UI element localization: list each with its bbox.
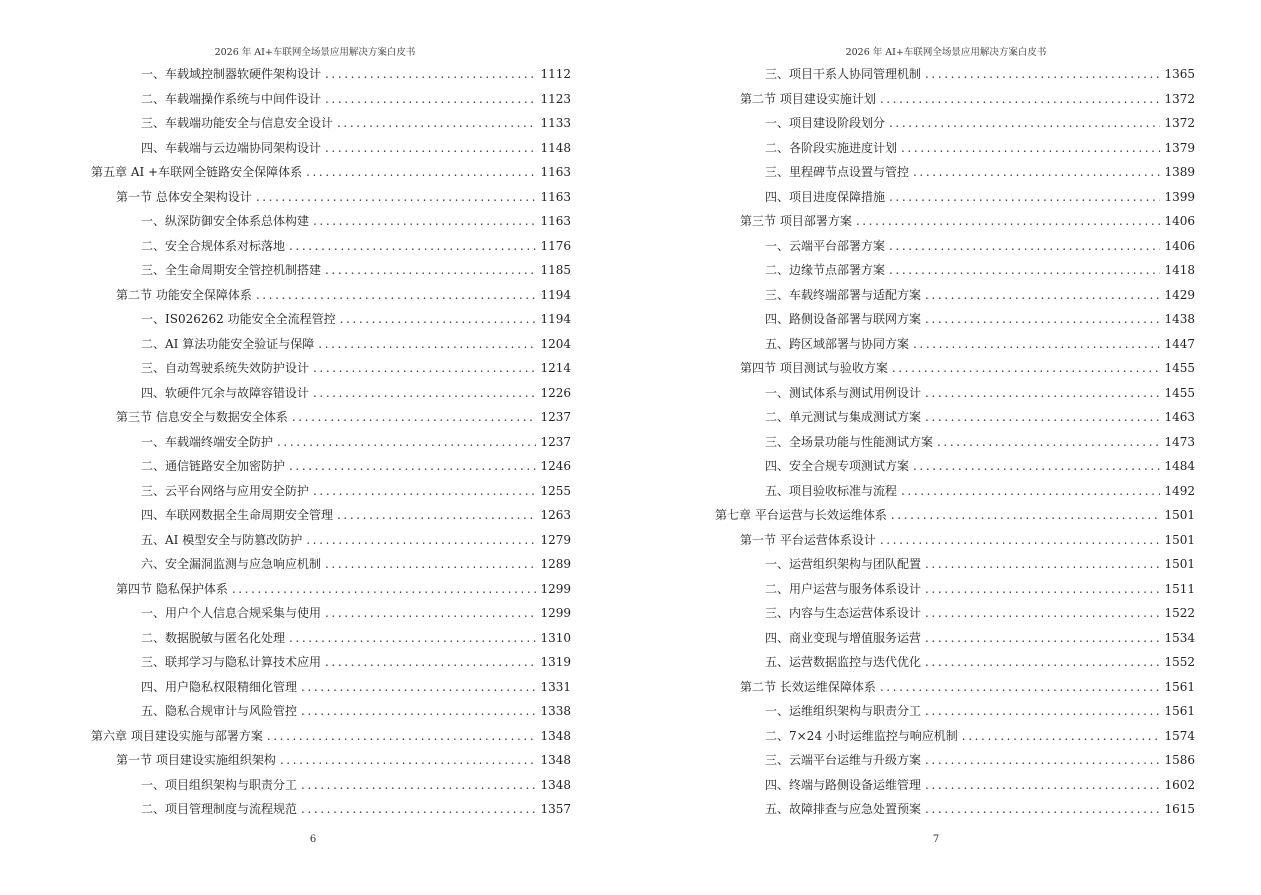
toc-entry-title: 一、云端平台部署方案 xyxy=(765,238,886,253)
toc-entry-title: 四、用户隐私权限精细化管理 xyxy=(141,679,298,694)
toc-entry-title: 第一节 总体安全架构设计 xyxy=(116,189,252,204)
toc-entry-page: 1561 xyxy=(1164,704,1195,718)
toc-entry-title: 第四节 项目测试与验收方案 xyxy=(740,361,888,375)
dot-leader xyxy=(337,111,536,136)
toc-entry[interactable] xyxy=(91,160,571,185)
toc-entry-page: 1586 xyxy=(1164,753,1195,767)
toc-entry-title: 三、云平台网络与应用安全防护 xyxy=(141,483,310,498)
dot-leader xyxy=(925,307,1160,332)
dot-leader xyxy=(325,62,536,87)
toc-entry-page: 1263 xyxy=(540,508,571,522)
toc-entry-page: 1365 xyxy=(1164,67,1195,81)
toc-entry[interactable] xyxy=(91,626,571,651)
toc-entry-page: 1561 xyxy=(1164,679,1195,694)
toc-entry[interactable] xyxy=(91,675,571,700)
dot-leader xyxy=(289,234,536,259)
toc-entry-title: 三、自动驾驶系统失效防护设计 xyxy=(141,361,310,375)
toc-entry[interactable] xyxy=(91,185,571,210)
toc-entry[interactable] xyxy=(91,234,571,259)
dot-leader xyxy=(313,479,536,504)
toc-entry[interactable] xyxy=(91,454,571,479)
toc-entry-page: 1357 xyxy=(540,802,571,816)
toc-entry-title: 二、项目管理制度与流程规范 xyxy=(141,802,298,816)
toc-entry[interactable] xyxy=(91,405,571,430)
toc-entry-page: 1501 xyxy=(1164,557,1195,571)
dot-leader xyxy=(325,258,536,283)
toc-entry-page: 1237 xyxy=(540,410,571,424)
dot-leader xyxy=(232,577,537,602)
page-number: 7 xyxy=(932,834,940,845)
toc-entry-title: 第三节 项目部署方案 xyxy=(740,214,852,228)
toc-entry-page: 1473 xyxy=(1164,434,1195,449)
toc-entry-page: 1194 xyxy=(540,312,571,326)
dot-leader xyxy=(325,87,536,112)
dot-leader xyxy=(913,332,1160,357)
toc-entry[interactable] xyxy=(91,307,571,332)
dot-leader xyxy=(337,503,536,528)
toc-entry-page: 1289 xyxy=(540,557,571,571)
toc-entry-page: 1176 xyxy=(540,238,571,253)
toc-entry[interactable] xyxy=(715,381,1195,406)
dot-leader xyxy=(925,381,1160,406)
toc-entry-title: 一、运维组织架构与职责分工 xyxy=(765,704,922,718)
dot-leader xyxy=(301,773,536,798)
toc-entry-page: 1185 xyxy=(540,263,571,277)
toc-entry[interactable] xyxy=(715,234,1195,259)
toc-entry-title: 四、项目进度保障措施 xyxy=(765,189,886,204)
toc-entry-title: 三、项目干系人协同管理机制 xyxy=(765,67,922,81)
toc-entry-title: 第七章 平台运营与长效运维体系 xyxy=(715,508,887,522)
dot-leader xyxy=(962,724,1161,749)
toc-entry-page: 1389 xyxy=(1164,165,1195,179)
toc-entry-title: 二、单元测试与集成测试方案 xyxy=(765,410,922,424)
toc-entry-title: 二、各阶段实施进度计划 xyxy=(765,140,898,155)
toc-entry-page: 1299 xyxy=(540,606,571,620)
toc-entry-page: 1237 xyxy=(540,434,571,449)
toc-entry[interactable] xyxy=(91,503,571,528)
toc-entry[interactable] xyxy=(715,307,1195,332)
toc-entry-title: 四、软硬件冗余与故障容错设计 xyxy=(141,385,310,400)
toc-entry[interactable] xyxy=(715,773,1195,798)
dot-leader xyxy=(925,626,1160,651)
toc-entry-page: 1552 xyxy=(1164,655,1195,669)
toc-entry[interactable] xyxy=(715,283,1195,308)
toc-entry-title: 三、云端平台运维与升级方案 xyxy=(765,753,922,767)
toc-entry-page: 1279 xyxy=(540,532,571,547)
toc-entry-title: 三、联邦学习与隐私计算技术应用 xyxy=(141,655,322,669)
toc-entry[interactable] xyxy=(715,136,1195,161)
toc-entry[interactable] xyxy=(715,503,1195,528)
dot-leader xyxy=(289,626,536,651)
toc-entry[interactable] xyxy=(91,699,571,724)
toc-entry[interactable] xyxy=(91,87,571,112)
toc-entry-title: 二、7×24 小时运维监控与响应机制 xyxy=(765,728,958,743)
dot-leader xyxy=(901,479,1160,504)
toc-entry[interactable] xyxy=(91,748,571,773)
dot-leader xyxy=(889,234,1160,259)
toc-entry[interactable] xyxy=(715,479,1195,504)
dot-leader xyxy=(340,307,537,332)
toc-entry-title: 四、安全合规专项测试方案 xyxy=(765,459,910,473)
toc-entry-page: 1418 xyxy=(1164,263,1195,277)
toc-entry[interactable] xyxy=(91,62,571,87)
dot-leader xyxy=(937,430,1160,455)
dot-leader xyxy=(925,699,1160,724)
toc-entry-page: 1447 xyxy=(1164,336,1195,351)
toc-entry-page: 1602 xyxy=(1164,777,1195,792)
toc-entry-page: 1463 xyxy=(1164,410,1195,424)
toc-entry-title: 第二节 功能安全保障体系 xyxy=(116,287,252,302)
toc-entry-title: 第六章 项目建设实施与部署方案 xyxy=(91,728,263,743)
toc-entry-title: 第二节 长效运维保障体系 xyxy=(740,679,876,694)
toc-entry[interactable] xyxy=(715,601,1195,626)
toc-entry-page: 1484 xyxy=(1164,459,1195,473)
toc-entry-page: 1501 xyxy=(1164,532,1195,547)
toc-entry-title: 二、数据脱敏与匿名化处理 xyxy=(141,630,286,645)
dot-leader xyxy=(889,185,1160,210)
toc-entry[interactable] xyxy=(715,748,1195,773)
dot-leader xyxy=(925,748,1160,773)
dot-leader xyxy=(925,577,1160,602)
dot-leader xyxy=(318,332,536,357)
dot-leader xyxy=(925,552,1160,577)
toc-entry-title: 四、商业变现与增值服务运营 xyxy=(765,630,922,645)
dot-leader xyxy=(925,62,1160,87)
toc-entry-title: 五、跨区域部署与协同方案 xyxy=(765,336,910,351)
right-page xyxy=(631,0,1261,895)
toc-entry-page: 1379 xyxy=(1164,140,1195,155)
toc-entry-title: 五、运营数据监控与迭代优化 xyxy=(765,655,922,669)
toc-entry-page: 1310 xyxy=(540,630,571,645)
left-page xyxy=(0,0,630,895)
toc-entry-title: 五、故障排查与应急处置预案 xyxy=(765,802,922,816)
toc-entry[interactable] xyxy=(91,552,571,577)
dot-leader xyxy=(925,601,1160,626)
toc-entry-page: 1163 xyxy=(540,214,571,228)
toc-entry-page: 1204 xyxy=(540,336,571,351)
toc-entry-page: 1501 xyxy=(1164,508,1195,522)
dot-leader xyxy=(313,209,536,234)
toc-entry[interactable] xyxy=(91,209,571,234)
toc-entry[interactable] xyxy=(715,650,1195,675)
toc-entry[interactable] xyxy=(91,381,571,406)
dot-leader xyxy=(301,797,536,822)
toc-entry-page: 1226 xyxy=(540,385,571,400)
toc-entry-page: 1112 xyxy=(540,67,571,81)
toc-entry[interactable] xyxy=(91,356,571,381)
toc-entry-page: 1194 xyxy=(540,287,571,302)
toc-entry[interactable] xyxy=(91,528,571,553)
toc-entry[interactable] xyxy=(715,111,1195,136)
toc-entry-page: 1492 xyxy=(1164,483,1195,498)
toc-entry[interactable] xyxy=(91,258,571,283)
toc-entry-page: 1455 xyxy=(1164,361,1195,375)
dot-leader xyxy=(325,136,536,161)
toc-entry[interactable] xyxy=(91,724,571,749)
toc-entry-page: 1246 xyxy=(540,459,571,473)
toc-entry-title: 第四节 隐私保护体系 xyxy=(116,581,228,596)
dot-leader xyxy=(889,258,1160,283)
dot-leader xyxy=(313,356,536,381)
dot-leader xyxy=(306,528,536,553)
dot-leader xyxy=(880,675,1161,700)
dot-leader xyxy=(925,797,1160,822)
toc-entry-page: 1348 xyxy=(540,728,571,743)
toc-entry[interactable] xyxy=(715,160,1195,185)
dot-leader xyxy=(325,601,536,626)
toc-entry-title: 二、边缘节点部署方案 xyxy=(765,263,886,277)
dot-leader xyxy=(256,283,537,308)
dot-leader xyxy=(313,381,536,406)
toc-entry-page: 1148 xyxy=(540,140,571,155)
toc-entry[interactable] xyxy=(715,724,1195,749)
dot-leader xyxy=(925,405,1160,430)
toc-entry-title: 三、里程碑节点设置与管控 xyxy=(765,165,910,179)
toc-entry-page: 1338 xyxy=(540,704,571,718)
toc-entry[interactable] xyxy=(715,528,1195,553)
dot-leader xyxy=(889,111,1160,136)
dot-leader xyxy=(301,699,536,724)
toc-entry-title: 三、内容与生态运营体系设计 xyxy=(765,606,922,620)
toc-entry-page: 1406 xyxy=(1164,238,1195,253)
table-of-contents xyxy=(715,62,1195,822)
toc-entry-title: 四、车联网数据全生命周期安全管理 xyxy=(141,508,334,522)
toc-entry-page: 1574 xyxy=(1164,728,1195,743)
dot-leader xyxy=(856,209,1161,234)
page-header: 2026 年 AI+车联网全场景应用解决方案白皮书 xyxy=(845,47,1047,58)
dot-leader xyxy=(267,724,537,749)
toc-entry[interactable] xyxy=(715,62,1195,87)
dot-leader xyxy=(913,160,1160,185)
toc-entry[interactable] xyxy=(91,577,571,602)
toc-entry-page: 1511 xyxy=(1164,581,1195,596)
toc-entry-title: 第五章 AI +车联网全链路安全保障体系 xyxy=(91,165,303,179)
toc-entry[interactable] xyxy=(91,650,571,675)
toc-entry-title: 二、AI 算法功能安全验证与保障 xyxy=(141,336,315,351)
toc-entry-title: 一、运营组织架构与团队配置 xyxy=(765,557,922,571)
toc-entry[interactable] xyxy=(91,283,571,308)
dot-leader xyxy=(301,675,536,700)
dot-leader xyxy=(277,430,536,455)
toc-entry-title: 五、AI 模型安全与防篡改防护 xyxy=(141,532,303,547)
toc-entry[interactable] xyxy=(715,185,1195,210)
toc-entry-title: 第一节 项目建设实施组织架构 xyxy=(116,753,276,767)
toc-entry-page: 1615 xyxy=(1164,802,1195,816)
toc-entry[interactable] xyxy=(715,552,1195,577)
toc-entry-title: 一、用户个人信息合规采集与使用 xyxy=(141,606,322,620)
toc-entry-title: 一、项目建设阶段划分 xyxy=(765,116,886,130)
toc-entry[interactable] xyxy=(715,87,1195,112)
toc-entry-title: 二、通信链路安全加密防护 xyxy=(141,459,286,473)
toc-entry[interactable] xyxy=(91,332,571,357)
dot-leader xyxy=(280,748,537,773)
toc-entry-title: 六、安全漏洞监测与应急响应机制 xyxy=(141,557,322,571)
toc-entry-title: 二、用户运营与服务体系设计 xyxy=(765,581,922,596)
toc-entry-page: 1331 xyxy=(540,679,571,694)
toc-entry-page: 1348 xyxy=(540,753,571,767)
toc-entry[interactable] xyxy=(91,430,571,455)
dot-leader xyxy=(880,87,1161,112)
toc-entry-page: 1299 xyxy=(540,581,571,596)
toc-entry[interactable] xyxy=(715,675,1195,700)
toc-entry[interactable] xyxy=(715,430,1195,455)
dot-leader xyxy=(880,528,1161,553)
dot-leader xyxy=(892,356,1161,381)
toc-entry[interactable] xyxy=(715,797,1195,822)
toc-entry-title: 一、纵深防御安全体系总体构建 xyxy=(141,214,310,228)
toc-entry-page: 1163 xyxy=(540,189,571,204)
toc-entry-title: 一、测试体系与测试用例设计 xyxy=(765,385,922,400)
toc-entry-title: 一、项目组织架构与职责分工 xyxy=(141,777,298,792)
page-number: 6 xyxy=(309,834,317,845)
toc-entry-page: 1522 xyxy=(1164,606,1195,620)
toc-entry-page: 1372 xyxy=(1164,116,1195,130)
dot-leader xyxy=(289,454,536,479)
toc-entry-title: 五、项目验收标准与流程 xyxy=(765,483,898,498)
toc-entry-page: 1214 xyxy=(540,361,571,375)
toc-entry-title: 四、车载端与云边端协同架构设计 xyxy=(141,140,322,155)
toc-entry[interactable] xyxy=(715,332,1195,357)
toc-entry-page: 1163 xyxy=(540,165,571,179)
toc-entry-title: 三、车载终端部署与适配方案 xyxy=(765,287,922,302)
toc-entry[interactable] xyxy=(715,577,1195,602)
toc-entry-page: 1406 xyxy=(1164,214,1195,228)
toc-entry-title: 一、IS026262 功能安全全流程管控 xyxy=(141,312,336,326)
toc-entry-title: 三、全场景功能与性能测试方案 xyxy=(765,434,934,449)
toc-entry[interactable] xyxy=(715,699,1195,724)
toc-entry-title: 第一节 平台运营体系设计 xyxy=(740,532,876,547)
toc-entry-page: 1255 xyxy=(540,483,571,498)
dot-leader xyxy=(891,503,1161,528)
dot-leader xyxy=(325,552,536,577)
toc-entry-title: 五、隐私合规审计与风险管控 xyxy=(141,704,298,718)
dot-leader xyxy=(901,136,1160,161)
toc-entry[interactable] xyxy=(715,405,1195,430)
dot-leader xyxy=(256,185,537,210)
toc-entry-page: 1123 xyxy=(540,91,571,106)
toc-entry[interactable] xyxy=(91,111,571,136)
toc-entry[interactable] xyxy=(715,356,1195,381)
toc-entry-title: 三、全生命周期安全管控机制搭建 xyxy=(141,263,322,277)
toc-entry[interactable] xyxy=(715,209,1195,234)
toc-entry[interactable] xyxy=(91,136,571,161)
page-header: 2026 年 AI+车联网全场景应用解决方案白皮书 xyxy=(214,47,416,58)
dot-leader xyxy=(925,650,1160,675)
toc-entry-title: 三、车载端功能安全与信息安全设计 xyxy=(141,116,334,130)
toc-entry-page: 1372 xyxy=(1164,91,1195,106)
toc-entry-page: 1399 xyxy=(1164,189,1195,204)
toc-entry[interactable] xyxy=(91,601,571,626)
toc-entry-title: 二、安全合规体系对标落地 xyxy=(141,238,286,253)
toc-entry-page: 1133 xyxy=(540,116,571,130)
toc-entry-title: 第二节 项目建设实施计划 xyxy=(740,91,876,106)
toc-entry[interactable] xyxy=(91,773,571,798)
dot-leader xyxy=(925,773,1160,798)
toc-entry-title: 第三节 信息安全与数据安全体系 xyxy=(116,410,288,424)
dot-leader xyxy=(913,454,1160,479)
toc-entry[interactable] xyxy=(715,626,1195,651)
toc-entry-page: 1438 xyxy=(1164,312,1195,326)
toc-entry-page: 1534 xyxy=(1164,630,1195,645)
toc-entry-page: 1455 xyxy=(1164,385,1195,400)
toc-entry-title: 四、路侧设备部署与联网方案 xyxy=(765,312,922,326)
toc-entry[interactable] xyxy=(91,797,571,822)
toc-entry-page: 1429 xyxy=(1164,287,1195,302)
toc-entry-title: 四、终端与路侧设备运维管理 xyxy=(765,777,922,792)
toc-entry[interactable] xyxy=(715,454,1195,479)
toc-entry[interactable] xyxy=(715,258,1195,283)
toc-entry-page: 1319 xyxy=(540,655,571,669)
toc-entry-title: 一、车载域控制器软硬件架构设计 xyxy=(141,67,322,81)
toc-entry-title: 一、车载端终端安全防护 xyxy=(141,434,274,449)
dot-leader xyxy=(292,405,537,430)
dot-leader xyxy=(325,650,536,675)
toc-entry[interactable] xyxy=(91,479,571,504)
table-of-contents xyxy=(91,62,571,822)
toc-entry-page: 1348 xyxy=(540,777,571,792)
dot-leader xyxy=(306,160,536,185)
dot-leader xyxy=(925,283,1160,308)
toc-entry-title: 二、车载端操作系统与中间件设计 xyxy=(141,91,322,106)
